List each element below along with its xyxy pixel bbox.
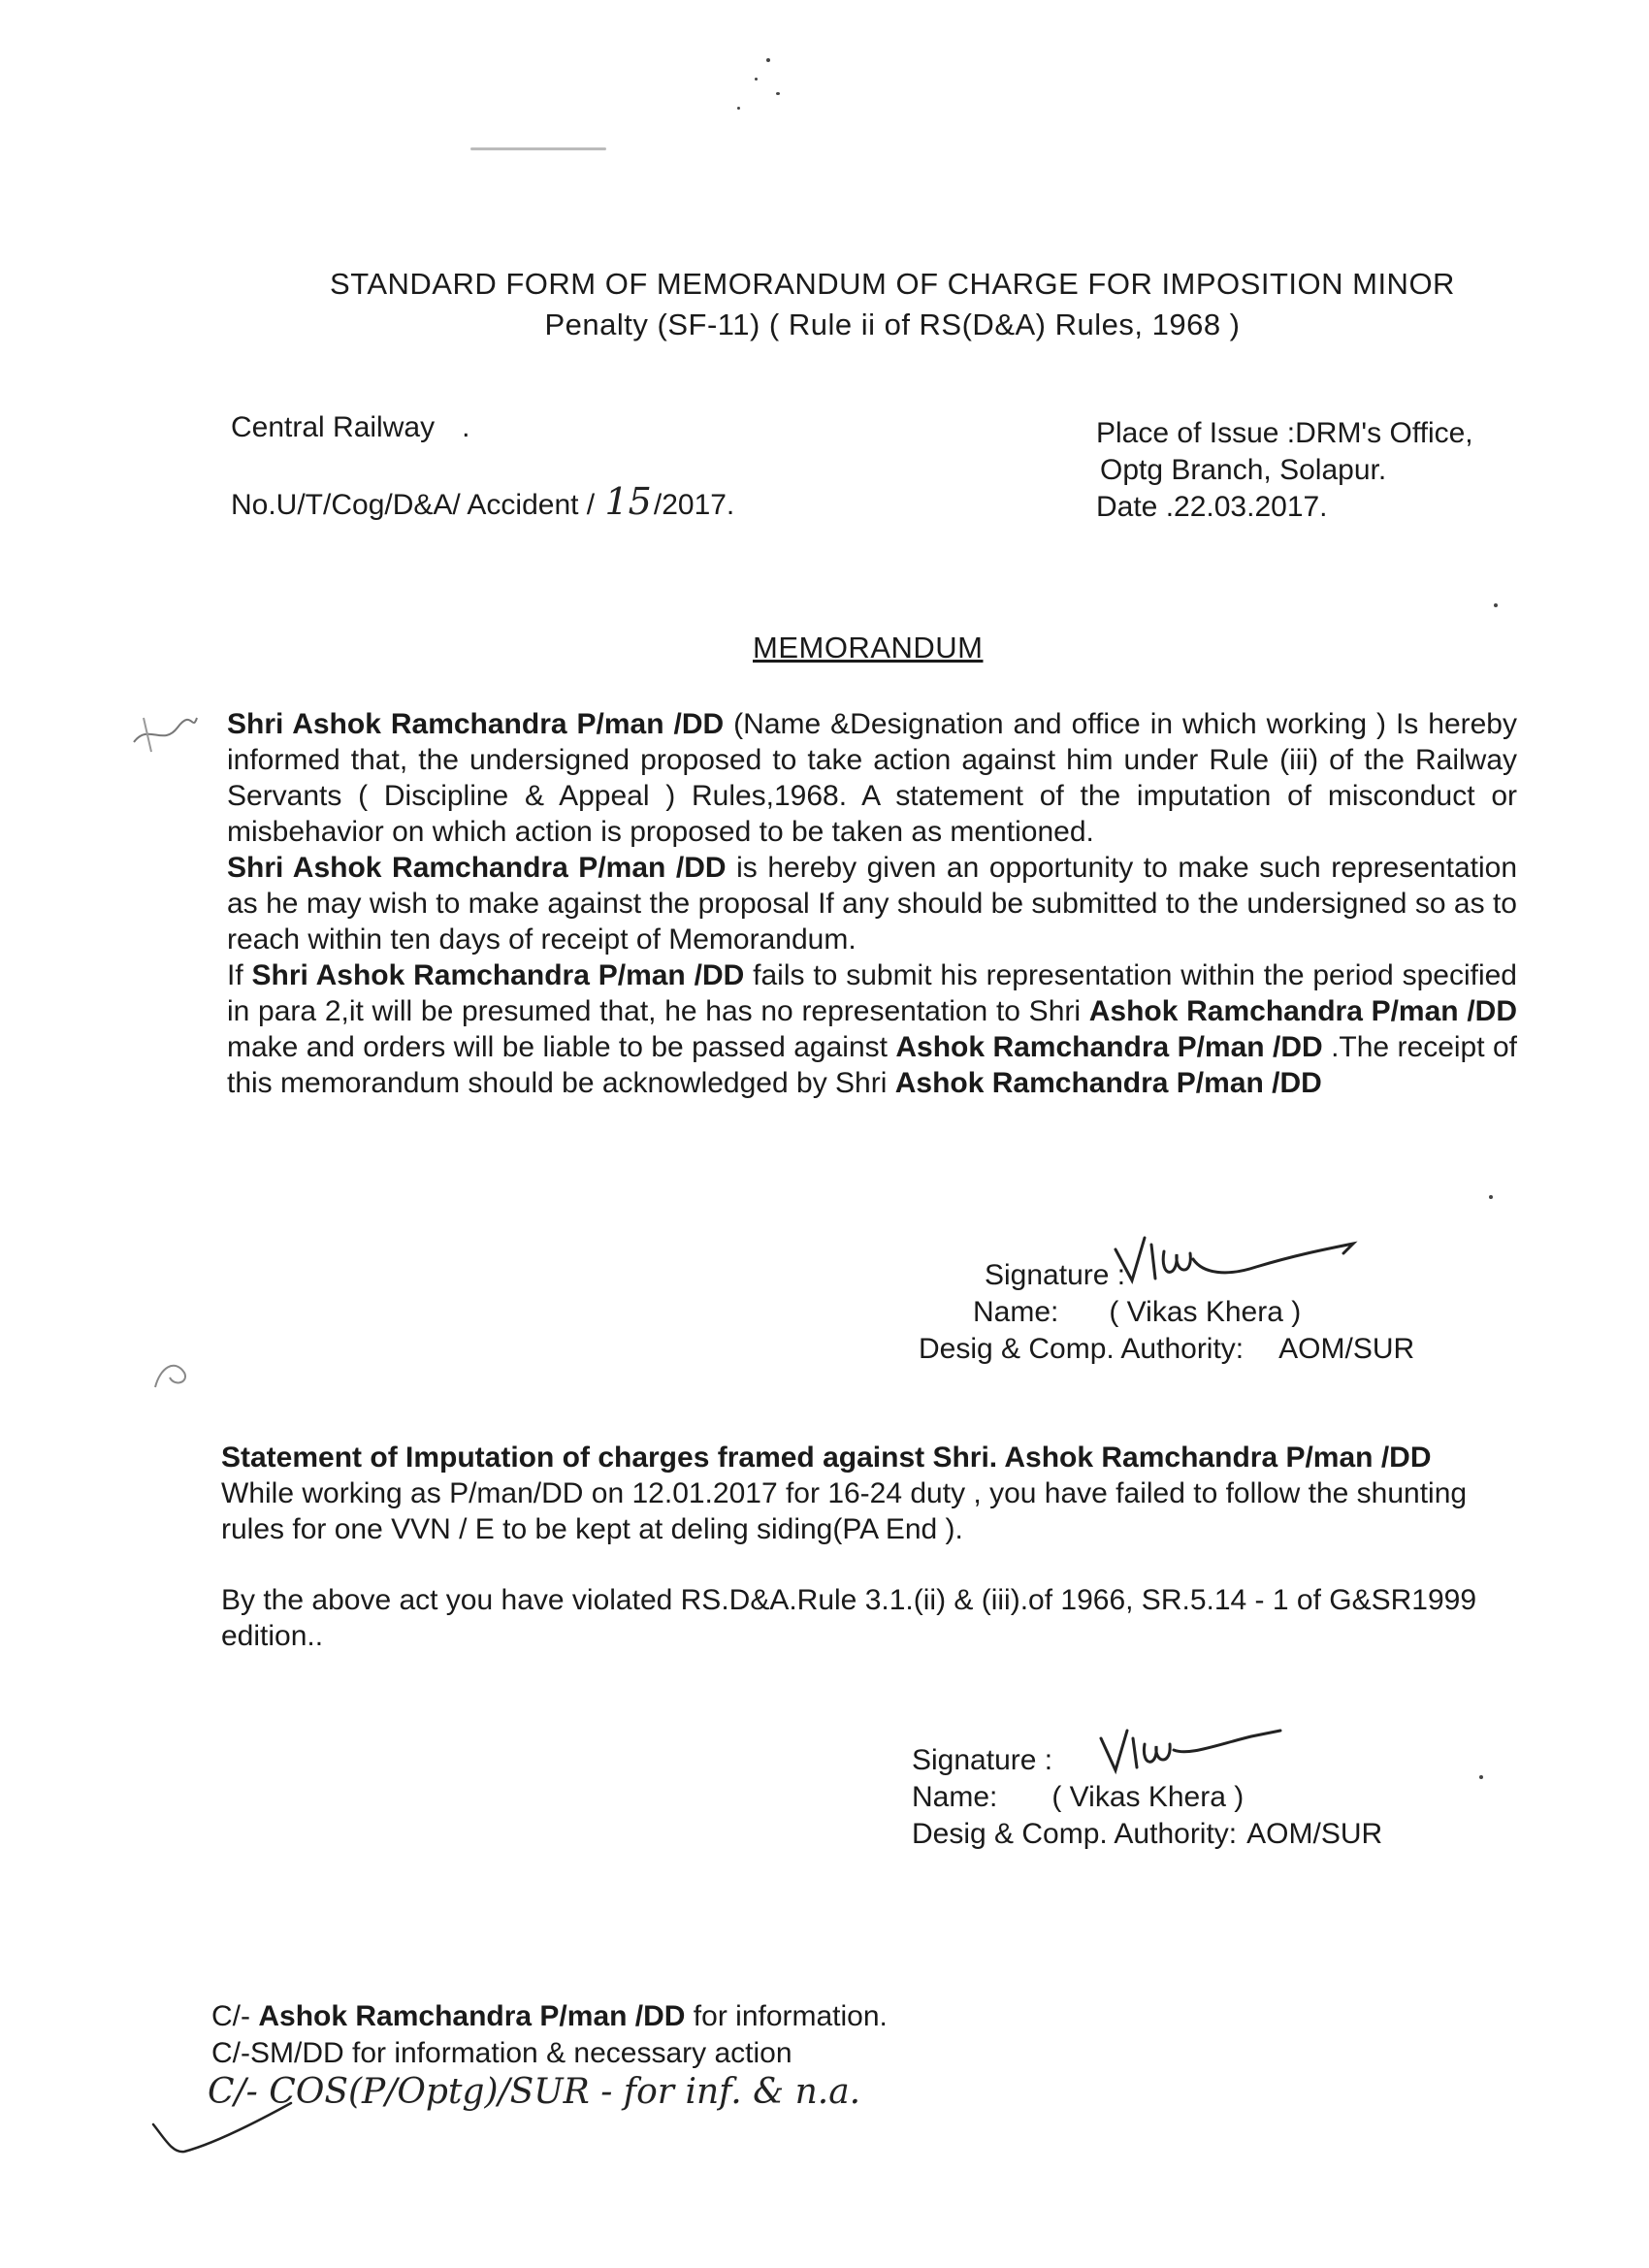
designation-label: Desig & Comp. Authority: (919, 1333, 1245, 1365)
signatory-name: ( Vikas Khera ) (1109, 1296, 1302, 1328)
paragraph-3: If Shri Ashok Ramchandra P/man /DD fails to submit his representation within the period specified in para 2,it will be presumed that, he has no representation to Shri Ashok Ramchandra P/man /DD make and orders will be liable to be passed against Ashok Ramchandra P/man /DD .The receipt of this memorandum should be acknowledged by Shri Ashok Ramchandra P/man /DD (227, 959, 1517, 1099)
margin-scribble-mark (124, 703, 202, 761)
designation: AOM/SUR (1278, 1333, 1415, 1365)
designation-label: Desig & Comp. Authority: (912, 1818, 1238, 1850)
issue-details (1096, 415, 1473, 526)
charge-text: While working as P/man/DD on 12.01.2017 for 16-24 duty , you have failed to follow the shunting rules for one VVN / E to be kept at deling siding(PA End ). (221, 1477, 1468, 1545)
title-line-1: STANDARD FORM OF MEMORANDUM OF CHARGE FOR IMPOSITION MINOR (330, 267, 1455, 301)
paragraph-1: Shri Ashok Ramchandra P/man /DD (Name &Designation and office in which working ) Is hereby informed that, the undersigned proposed to take action against him under Rule (iii) of the Railway Servants ( Discipline & Appeal ) Rules,1968. A statement of the imputation of misconduct or misbehavior on which action is proposed to be taken as mentioned. (227, 708, 1517, 848)
railway-name: Central Railway . (231, 411, 470, 443)
copy-2: C/-SM/DD for information & necessary action (211, 2037, 792, 2069)
signature-label: Signature : (985, 1259, 1126, 1291)
place-of-issue: Place of Issue :DRM's Office, (1096, 417, 1473, 449)
name-label: Name: (912, 1781, 998, 1813)
signature-label: Signature : (912, 1744, 1053, 1776)
signature-1-scribble (1111, 1220, 1363, 1298)
signatory-name: ( Vikas Khera ) (1051, 1781, 1245, 1813)
signature-2-scribble (1096, 1717, 1290, 1785)
statement-heading: Statement of Imputation of charges framed against Shri. Ashok Ramchandra P/man /DD (221, 1442, 1432, 1474)
reference-number: No.U/T/Cog/D&A/ Accident / 15/2017. (231, 480, 735, 523)
handwritten-ref-number: 15 (604, 480, 652, 523)
copy-distribution (208, 1998, 888, 2112)
copy-1: C/- Ashok Ramchandra P/man /DD for information. (211, 2000, 888, 2032)
memo-body (227, 706, 1517, 1101)
paragraph-2: Shri Ashok Ramchandra P/man /DD is hereby given an opportunity to make such representation as he may wish to make against the proposal If any should be submitted to the undersigned so as to reach within ten days of receipt of Memorandum. (227, 852, 1517, 956)
issue-date: Date .22.03.2017. (1096, 491, 1328, 523)
name-label: Name: (973, 1296, 1059, 1328)
statement-of-imputation (221, 1440, 1521, 1654)
designation: AOM/SUR (1246, 1818, 1383, 1850)
margin-mark (146, 1339, 204, 1397)
violation-text: By the above act you have violated RS.D&A.Rule 3.1.(ii) & (iii).of 1966, SR.5.14 - 1 of G&SR1999 edition.. (221, 1584, 1476, 1652)
copy-3-handwritten: C/- COS(P/Optg)/SUR - for inf. & n.a. (208, 2072, 861, 2112)
handwritten-tick-mark (146, 2086, 301, 2163)
form-title (291, 264, 1494, 345)
branch: Optg Branch, Solapur. (1100, 454, 1387, 486)
title-line-2: Penalty (SF-11) ( Rule ii of RS(D&A) Rules, 1968 ) (544, 308, 1241, 341)
memo-heading: MEMORANDUM (753, 631, 984, 664)
